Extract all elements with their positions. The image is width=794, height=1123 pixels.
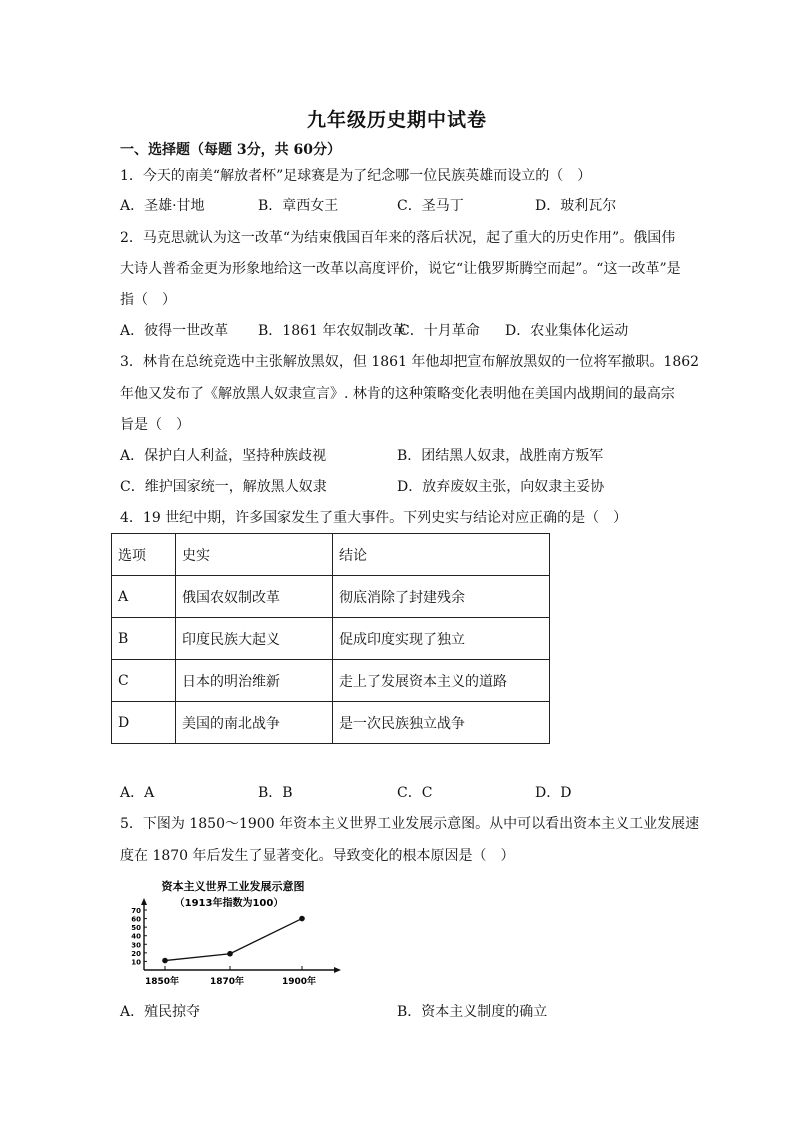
table-cell: 彻底消除了封建残余 [333, 576, 550, 618]
q2-stem-line-3: 指（ ） [120, 292, 176, 308]
q1-option-a: A．圣雄·甘地 [120, 198, 205, 214]
q3-option-a: A．保护白人利益，坚持种族歧视 [120, 448, 327, 464]
q3-stem-line-3: 旨是（ ） [120, 417, 190, 433]
q4-option-d: D．D [535, 785, 572, 801]
table-cell: 是一次民族独立战争 [333, 702, 550, 744]
table-cell: 印度民族大起义 [176, 618, 333, 660]
series-line [165, 919, 302, 961]
q1-option-b: B．章西女王 [258, 198, 339, 214]
q2-option-b: B．1861 年农奴制改革 [258, 323, 407, 339]
q3-option-c: C．维护国家统一，解放黑人奴隶 [120, 479, 327, 495]
page-title: 九年级历史期中试卷 [306, 109, 487, 131]
q2-option-d: D．农业集体化运动 [505, 323, 629, 339]
chart-title: 资本主义世界工业发展示意图 [161, 880, 305, 893]
table-cell: 走上了发展资本主义的道路 [333, 660, 550, 702]
q5-option-a: A．殖民掠夺 [120, 1004, 201, 1020]
data-point [227, 951, 233, 957]
table-cell: A [112, 576, 176, 618]
q3-stem-line-2: 年他又发布了《解放黑人奴隶宣言》. 林肯的这种策略变化表明他在美国内战期间的最高宗 [120, 386, 675, 402]
table-cell: 促成印度实现了独立 [333, 618, 550, 660]
y-tick-label: 70 [131, 907, 141, 915]
table-cell: 俄国农奴制改革 [176, 576, 333, 618]
table-header-cell: 史实 [176, 534, 333, 576]
q1-option-c: C．圣马丁 [397, 198, 464, 214]
table-cell: 美国的南北战争 [176, 702, 333, 744]
q5-stem-line-1: 5．下图为 1850～1900 年资本主义世界工业发展示意图。从中可以看出资本主义工业发展速 [120, 816, 700, 832]
chart-subtitle: （1913年指数为100） [174, 898, 284, 909]
data-point [162, 958, 168, 964]
x-tick-label: 1870年 [209, 977, 245, 987]
y-tick-label: 60 [131, 915, 141, 924]
table-row [112, 618, 550, 660]
q4-stem: 4．19 世纪中期，许多国家发生了重大事件。下列史实与结论对应正确的是（ ） [120, 510, 628, 526]
table-cell: C [112, 660, 176, 702]
x-axis-arrow [334, 967, 341, 973]
x-tick-label: 1900年 [281, 977, 317, 987]
table-row [112, 702, 550, 744]
table-cell: 日本的明治维新 [176, 660, 333, 702]
x-tick-label: 1850年 [144, 977, 180, 987]
q1-stem: 1．今天的南美“解放者杯”足球赛是为了纪念哪一位民族英雄而设立的（ ） [120, 168, 592, 184]
table-header-cell: 选项 [112, 534, 176, 576]
data-point [299, 916, 305, 922]
y-tick-label: 10 [131, 958, 141, 967]
q2-stem-line-2: 大诗人普希金更为形象地给这一改革以高度评价，说它“让俄罗斯腾空而起”。“这一改革”是 [120, 261, 681, 277]
table-row [112, 576, 550, 618]
y-tick-label: 30 [131, 941, 141, 950]
q1-option-d: D．玻利瓦尔 [535, 198, 617, 214]
industrial-development-chart [115, 876, 345, 990]
table-row [112, 660, 550, 702]
y-tick-label: 20 [131, 949, 141, 958]
table-header-row [112, 534, 550, 576]
q4-option-c: C．C [397, 785, 433, 801]
table-cell: D [112, 702, 176, 744]
q4-option-b: B．B [258, 785, 293, 801]
q3-option-d: D．放弃废奴主张，向奴隶主妥协 [397, 479, 605, 495]
q5-stem-line-2: 度在 1870 年后发生了显著变化。导致变化的根本原因是（ ） [120, 848, 515, 864]
q3-stem-line-1: 3．林肯在总统竞选中主张解放黑奴，但 1861 年他却把宣布解放黑奴的一位将军撤职。1862 [120, 354, 700, 370]
q2-option-c: C．十月革命 [399, 323, 480, 339]
q4-option-a: A．A [120, 785, 155, 801]
q3-option-b: B．团结黑人奴隶，战胜南方叛军 [397, 448, 604, 464]
q4-table [111, 533, 550, 744]
q2-stem-line-1: 2．马克思就认为这一改革“为结束俄国百年来的落后状况，起了重大的历史作用”。俄国伟 [120, 230, 676, 246]
section-heading: 一、选择题（每题 3分，共 60分） [120, 142, 341, 158]
table-cell: B [112, 618, 176, 660]
y-axis-arrow [141, 898, 147, 905]
q5-option-b: B．资本主义制度的确立 [397, 1004, 548, 1020]
y-tick-label: 50 [131, 924, 141, 933]
y-tick-label: 40 [131, 932, 141, 941]
table-header-cell: 结论 [333, 534, 550, 576]
q2-option-a: A．彼得一世改革 [120, 323, 229, 339]
